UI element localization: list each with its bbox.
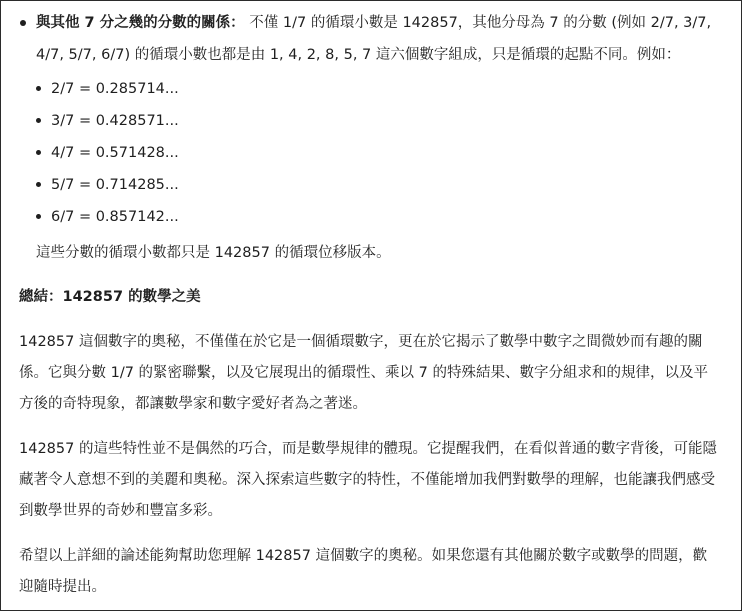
item-note: 這些分數的循環小數都只是 142857 的循環位移版本。 (36, 245, 391, 261)
summary-paragraph-2: 142857 的這些特性並不是偶然的巧合，而是數學規律的體現。它提醒我們，在看似普通的數字背後，可能隱藏著令人意想不到的美麗和奧秘。深入探索這些數字的特性，不僅能增加我們對數學的理解，也能讓我們感受到數學世界的奇妙和豐富多彩。 (19, 441, 717, 519)
bullet-icon (36, 118, 41, 123)
list-item: 2/7 = 0.285714... (36, 73, 721, 105)
bullet-icon (36, 214, 41, 219)
summary-paragraph-1: 142857 這個數字的奧秘，不僅僅在於它是一個循環數字，更在於它揭示了數學中數字之間微妙而有趣的關係。它與分數 1/7 的緊密聯繫，以及它展現出的循環性、乘以 7 的特殊結果、數字分組求和的規律，以及平方後的奇特現象，都讓數學家和數字愛好者為之著迷。 (19, 334, 708, 412)
fraction-list (19, 73, 721, 233)
list-item: 5/7 = 0.714285... (36, 169, 721, 201)
bullet-item-seven-fractions (19, 7, 721, 71)
list-item: 3/7 = 0.428571... (36, 105, 721, 137)
summary-paragraph-3: 希望以上詳細的論述能夠幫助您理解 142857 這個數字的奧秘。如果您還有其他關於數字或數學的問題，歡迎隨時提出。 (19, 548, 708, 595)
bullet-icon (36, 86, 41, 91)
bullet-icon (20, 20, 26, 26)
bullet-icon (36, 182, 41, 187)
item-text: 不僅 1/7 的循環小數是 142857，其他分母為 7 的分數 (例如 2/7, 3/7, 4/7, 5/7, 6/7) 的循環小數也都是由 1, 4, 2, 8, 5, 7 這六個數字組成，只是循環的起點不同。例如： (36, 15, 712, 63)
list-item: 6/7 = 0.857142... (36, 201, 721, 233)
item-lead: 與其他 7 分之幾的分數的關係： (36, 15, 245, 31)
summary-heading: 總結：142857 的數學之美 (19, 289, 201, 305)
bullet-icon (36, 150, 41, 155)
list-item: 4/7 = 0.571428... (36, 137, 721, 169)
